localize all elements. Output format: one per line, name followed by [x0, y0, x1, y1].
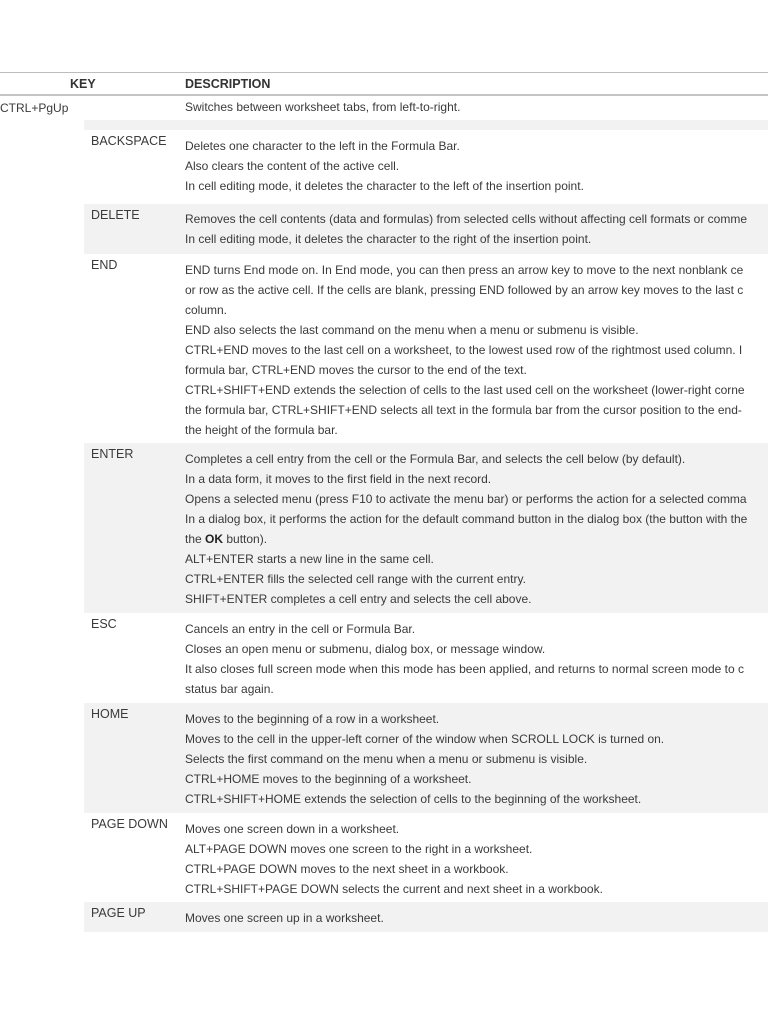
description-line: CTRL+ENTER fills the selected cell range with the current entry. [185, 572, 526, 586]
description-line: formula bar, CTRL+END moves the cursor to the end of the text. [185, 363, 527, 377]
row-key: CTRL+PgUp [0, 101, 69, 115]
shortcut-table [0, 72, 768, 932]
table-row [0, 204, 768, 254]
row-key: ESC [84, 613, 185, 703]
description-line: Closes an open menu or submenu, dialog box, or message window. [185, 642, 546, 656]
description-line: ALT+ENTER starts a new line in the same cell. [185, 552, 434, 566]
description-line: ALT+PAGE DOWN moves one screen to the right in a worksheet. [185, 842, 533, 856]
description-line: END also selects the last command on the menu when a menu or submenu is visible. [185, 323, 639, 337]
row-description [185, 902, 768, 932]
description-line: CTRL+HOME moves to the beginning of a worksheet. [185, 772, 472, 786]
row-description [185, 204, 768, 254]
description-line: END turns End mode on. In End mode, you can then press an arrow key to move to the next nonblank ce [185, 263, 744, 277]
row-description [185, 613, 768, 703]
description-line: Selects the first command on the menu when a menu or submenu is visible. [185, 752, 588, 766]
row-description [185, 96, 768, 120]
description-line: Removes the cell contents (data and formulas) from selected cells without affecting cell formats or comme [185, 212, 748, 226]
description-line: Cancels an entry in the cell or Formula Bar. [185, 622, 416, 636]
row-key: HOME [84, 703, 185, 813]
description-line: It also closes full screen mode when this mode has been applied, and returns to normal screen mode to c [185, 662, 744, 676]
description-line: Switches between worksheet tabs, from left-to-right. [185, 100, 461, 114]
description-line: Also clears the content of the active cell. [185, 159, 400, 173]
table-row [0, 902, 768, 932]
table-row [0, 254, 768, 443]
description-line: CTRL+PAGE DOWN moves to the next sheet in a workbook. [185, 862, 509, 876]
key-column-header: KEY [70, 76, 96, 91]
table-row [0, 703, 768, 813]
description-line: the OK button). [185, 532, 268, 546]
description-line: Completes a cell entry from the cell or the Formula Bar, and selects the cell below (by default). [185, 452, 686, 466]
description-line: SHIFT+ENTER completes a cell entry and selects the cell above. [185, 592, 532, 606]
description-line: CTRL+SHIFT+HOME extends the selection of cells to the beginning of the worksheet. [185, 792, 642, 806]
table-row [0, 613, 768, 703]
description-line: Moves to the cell in the upper-left corner of the window when SCROLL LOCK is turned on. [185, 732, 665, 746]
description-line: Moves one screen down in a worksheet. [185, 822, 400, 836]
row-description [185, 703, 768, 813]
description-line: In a data form, it moves to the first field in the next record. [185, 472, 492, 486]
description-line: column. [185, 303, 228, 317]
description-line: In cell editing mode, it deletes the character to the left of the insertion point. [185, 179, 584, 193]
table-row [0, 813, 768, 902]
description-line: CTRL+SHIFT+PAGE DOWN selects the current and next sheet in a workbook. [185, 882, 603, 896]
description-line: the formula bar, CTRL+SHIFT+END selects all text in the formula bar from the cursor position to the end- [185, 403, 742, 417]
row-description [185, 254, 768, 443]
description-line: Opens a selected menu (press F10 to activate the menu bar) or performs the action for a selected comma [185, 492, 747, 506]
description-line: or row as the active cell. If the cells are blank, pressing END followed by an arrow key moves to the last c [185, 283, 744, 297]
description-line: Deletes one character to the left in the Formula Bar. [185, 139, 460, 153]
row-description [185, 130, 768, 204]
description-line: the height of the formula bar. [185, 423, 338, 437]
table-header [0, 72, 768, 96]
row-key: DELETE [84, 204, 185, 254]
row-key: ENTER [84, 443, 185, 613]
table-row [0, 96, 768, 120]
description-column-header: DESCRIPTION [185, 76, 271, 91]
table-row [0, 443, 768, 613]
row-key: BACKSPACE [84, 130, 185, 204]
row-key: PAGE DOWN [84, 813, 185, 902]
description-line: status bar again. [185, 682, 274, 696]
table-row [0, 130, 768, 204]
description-line: CTRL+END moves to the last cell on a worksheet, to the lowest used row of the rightmost used column. I [185, 343, 743, 357]
row-description [185, 443, 768, 613]
description-line: CTRL+SHIFT+END extends the selection of cells to the last used cell on the worksheet (lower-right corne [185, 383, 745, 397]
description-line: In a dialog box, it performs the action for the default command button in the dialog box (the button with the [185, 512, 748, 526]
description-line: In cell editing mode, it deletes the character to the right of the insertion point. [185, 232, 592, 246]
row-separator [0, 120, 768, 130]
description-line: Moves to the beginning of a row in a worksheet. [185, 712, 440, 726]
row-key: END [84, 254, 185, 443]
row-key: PAGE UP [84, 902, 185, 932]
description-line: Moves one screen up in a worksheet. [185, 911, 384, 925]
row-description [185, 813, 768, 902]
